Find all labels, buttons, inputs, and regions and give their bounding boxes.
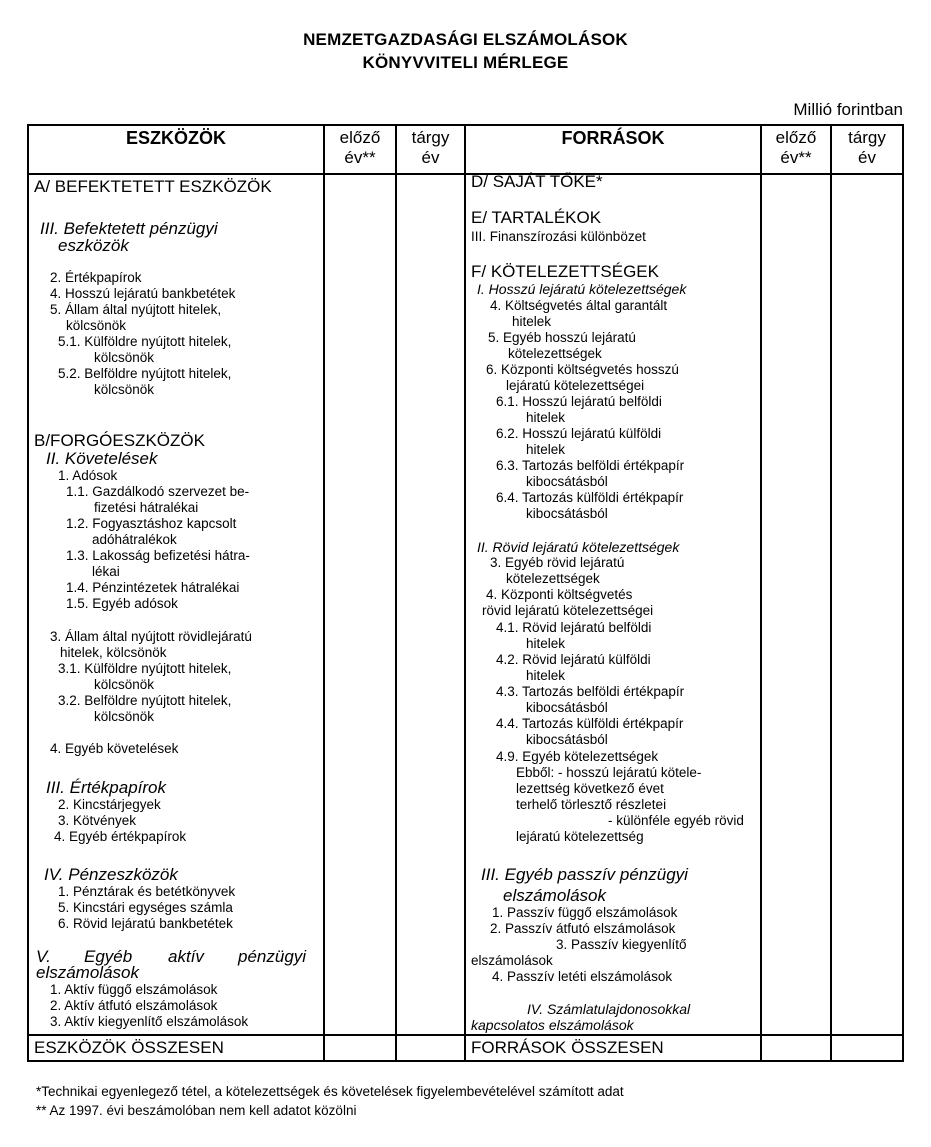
header-curr-l2: év — [858, 148, 876, 167]
liab-F-III-2: 2. Passzív átfutó elszámolások — [490, 921, 676, 936]
asset-B-1-2-l2: adóhátralékok — [92, 532, 177, 547]
liab-F-III-3: 3. Passzív kiegyenlítő — [556, 937, 687, 952]
asset-B-V-l2: elszámolások — [36, 963, 139, 982]
asset-B-3-1-l1: 3.1. Külföldre nyújtott hitelek, — [58, 661, 232, 676]
asset-B-1-3-l1: 1.3. Lakosság befizetési hátra- — [66, 548, 250, 563]
liab-F-II-4-1-l1: 4.1. Rövid lejáratú belföldi — [496, 620, 652, 635]
liab-F-5-l2: kötelezettségek — [508, 346, 602, 361]
liab-F-6-2-l1: 6.2. Hosszú lejáratú külföldi — [496, 426, 662, 441]
asset-B-V-1: 1. Aktív függő elszámolások — [50, 982, 218, 997]
asset-B: B/FORGÓESZKÖZÖK — [34, 431, 205, 450]
asset-A-5-2-l2: kölcsönök — [94, 382, 155, 397]
liab-F-6-l1: 6. Központi költségvetés hosszú — [486, 362, 679, 377]
asset-B-1-1-l2: fizetési hátralékai — [94, 500, 199, 515]
asset-A-III-l1: III. Befektetett pénzügyi — [40, 219, 218, 238]
asset-B-III-3: 3. Kötvények — [58, 813, 137, 828]
asset-B-IV-5: 5. Kincstári egységes számla — [58, 900, 233, 915]
header-curr-l1: tárgy — [848, 128, 886, 147]
liab-F-6-1-l1: 6.1. Hosszú lejáratú belföldi — [496, 394, 662, 409]
asset-B-3-l1: 3. Állam által nyújtott rövidlejáratú — [50, 629, 252, 644]
asset-B-III-4: 4. Egyéb értékpapírok — [54, 829, 187, 844]
asset-B-V-a: V. — [36, 947, 51, 966]
col-divider-1 — [323, 124, 325, 1062]
liab-F-II-4-9-a: Ebből: - hosszú lejáratú kötele- — [516, 765, 702, 780]
page-title: NEMZETGAZDASÁGI ELSZÁMOLÁSOK — [303, 30, 628, 49]
asset-B-IV-1: 1. Pénztárak és betétkönyvek — [58, 884, 236, 899]
asset-B-V-3: 3. Aktív kiegyenlítő elszámolások — [50, 1014, 249, 1029]
table-border-right — [902, 124, 904, 1062]
liab-F-6-1-l2: hitelek — [526, 410, 566, 425]
asset-B-IV-6: 6. Rövid lejáratú bankbetétek — [58, 916, 233, 931]
asset-A-5-1-l2: kölcsönök — [94, 350, 155, 365]
asset-B-III-2: 2. Kincstárjegyek — [58, 797, 161, 812]
liab-F-II-4-9-c: terhelő törlesztő részletei — [516, 797, 667, 812]
liab-E-III: III. Finanszírozási különbözet — [471, 229, 646, 244]
liab-F-6-3-l2: kibocsátásból — [526, 474, 608, 489]
liab-F-III-3-l2: elszámolások — [471, 953, 553, 968]
liab-F: F/ KÖTELEZETTSÉGEK — [471, 262, 659, 281]
asset-B-IV: IV. Pénzeszközök — [44, 865, 178, 884]
header-curr-l2: év — [421, 148, 440, 167]
asset-A-4: 4. Hosszú lejáratú bankbetétek — [50, 286, 236, 301]
table-border-left — [27, 124, 29, 1062]
assets-total: ESZKÖZÖK ÖSSZESEN — [34, 1038, 224, 1057]
header-assets-prev-year — [325, 128, 395, 168]
header-liab-prev-year — [762, 128, 830, 168]
header-liab-curr-year — [832, 128, 902, 168]
liab-F-II-4-9-b: lezettség következő évet — [516, 781, 664, 796]
asset-B-III: III. Értékpapírok — [46, 778, 166, 797]
liab-E: E/ TARTALÉKOK — [471, 208, 602, 227]
liab-F-II-4-4-l1: 4.4. Tartozás külföldi értékpapír — [496, 716, 684, 731]
liab-F-II-4-9-e: lejáratú kötelezettség — [516, 829, 644, 844]
header-prev-l1: előző — [339, 128, 381, 147]
asset-B-1-5: 1.5. Egyéb adósok — [66, 596, 178, 611]
unit-label: Millió forintban — [793, 100, 903, 119]
asset-A-5-2-l1: 5.2. Belföldre nyújtott hitelek, — [58, 366, 232, 381]
liab-F-6-3-l1: 6.3. Tartozás belföldi értékpapír — [496, 458, 685, 473]
col-divider-5 — [830, 124, 832, 1062]
asset-B-V-2: 2. Aktív átfutó elszámolások — [50, 998, 218, 1013]
liab-F-II-4-4-l2: kibocsátásból — [526, 732, 608, 747]
liab-F-II-4-2-l2: hitelek — [526, 668, 566, 683]
header-prev-l2: év** — [780, 148, 812, 167]
liab-F-6-2-l2: hitelek — [526, 442, 566, 457]
asset-A-5-l2: kölcsönök — [66, 318, 127, 333]
asset-B-4: 4. Egyéb követelések — [50, 741, 179, 756]
liab-F-III-l2: elszámolások — [503, 886, 606, 905]
asset-B-1-1-l1: 1.1. Gazdálkodó szervezet be- — [66, 484, 250, 499]
liab-F-III-1: 1. Passzív függő elszámolások — [492, 905, 678, 920]
asset-A-5-1-l1: 5.1. Külföldre nyújtott hitelek, — [58, 334, 232, 349]
asset-B-1: 1. Adósok — [58, 468, 118, 483]
asset-B-V-d: pénzügyi — [238, 947, 307, 966]
liab-F-II: II. Rövid lejáratú kötelezettségek — [477, 539, 680, 555]
asset-A-III-l2: eszközök — [58, 236, 129, 255]
asset-B-1-2-l1: 1.2. Fogyasztáshoz kapcsolt — [66, 516, 237, 531]
footnote-2: ** Az 1997. évi beszámolóban nem kell adatot közölni — [36, 1103, 357, 1118]
liab-F-II-3-l2: kötelezettségek — [506, 571, 600, 586]
liab-F-III-l1: III. Egyéb passzív pénzügyi — [481, 865, 688, 884]
page-subtitle: KÖNYVVITELI MÉRLEGE — [362, 53, 569, 72]
asset-B-II: II. Követelések — [46, 449, 158, 468]
liab-F-III-4: 4. Passzív letéti elszámolások — [492, 969, 673, 984]
header-curr-l1: tárgy — [411, 128, 450, 147]
liab-F-I: I. Hosszú lejáratú kötelezettségek — [477, 281, 687, 297]
liab-F-II-4-l2: rövid lejáratú kötelezettségei — [482, 603, 654, 618]
asset-B-3-l2: hitelek, kölcsönök — [60, 645, 167, 660]
header-liabilities: FORRÁSOK — [561, 128, 665, 148]
asset-A-2: 2. Értékpapírok — [50, 270, 142, 285]
header-prev-l1: előző — [775, 128, 817, 147]
liab-F-6-l2: lejáratú kötelezettségei — [506, 378, 645, 393]
liab-F-IV-l2: kapcsolatos elszámolások — [471, 1017, 634, 1033]
asset-B-V-c: aktív — [168, 947, 204, 966]
liab-F-6-4-l2: kibocsátásból — [526, 506, 608, 521]
header-assets-curr-year — [397, 128, 464, 168]
footnote-1: *Technikai egyenlegező tétel, a kötelezettségek és követelések figyelembevételével számított adat — [36, 1084, 624, 1099]
liab-F-II-4-l1: 4. Központi költségvetés — [486, 587, 633, 602]
asset-B-1-4: 1.4. Pénzintézetek hátralékai — [66, 580, 240, 595]
asset-B-3-1-l2: kölcsönök — [94, 677, 155, 692]
col-divider-2 — [395, 124, 397, 1062]
liab-F-II-4-9-d: - különféle egyéb rövid — [608, 813, 744, 828]
header-prev-l2: év** — [344, 148, 376, 167]
liab-F-IV-l1: IV. Számlatulajdonosokkal — [527, 1001, 691, 1017]
liabilities-total: FORRÁSOK ÖSSZESEN — [471, 1038, 664, 1057]
asset-B-3-2-l2: kölcsönök — [94, 709, 155, 724]
asset-B-3-2-l1: 3.2. Belföldre nyújtott hitelek, — [58, 693, 232, 708]
liab-F-II-3-l1: 3. Egyéb rövid lejáratú — [490, 555, 625, 570]
asset-A-5-l1: 5. Állam által nyújtott hitelek, — [50, 302, 222, 317]
liab-F-5-l1: 5. Egyéb hosszú lejáratú — [488, 330, 636, 345]
asset-A: A/ BEFEKTETETT ESZKÖZÖK — [34, 177, 272, 196]
asset-B-V-b: Egyéb — [84, 947, 133, 966]
liab-F-II-4-3-l2: kibocsátásból — [526, 700, 608, 715]
liab-F-II-4-2-l1: 4.2. Rövid lejáratú külföldi — [496, 652, 651, 667]
asset-B-1-3-l2: lékai — [92, 564, 120, 579]
liab-F-4-l2: hitelek — [512, 314, 552, 329]
col-divider-3 — [464, 124, 466, 1062]
liab-D: D/ SAJÁT TŐKE* — [471, 172, 603, 191]
liab-F-6-4-l1: 6.4. Tartozás külföldi értékpapír — [496, 490, 684, 505]
col-divider-4 — [760, 124, 762, 1062]
liab-F-II-4-3-l1: 4.3. Tartozás belföldi értékpapír — [496, 684, 685, 699]
liab-F-II-4-9: 4.9. Egyéb kötelezettségek — [496, 749, 659, 764]
liab-F-II-4-1-l2: hitelek — [526, 636, 566, 651]
header-assets: ESZKÖZÖK — [125, 128, 226, 148]
liab-F-4-l1: 4. Költségvetés által garantált — [490, 298, 668, 313]
